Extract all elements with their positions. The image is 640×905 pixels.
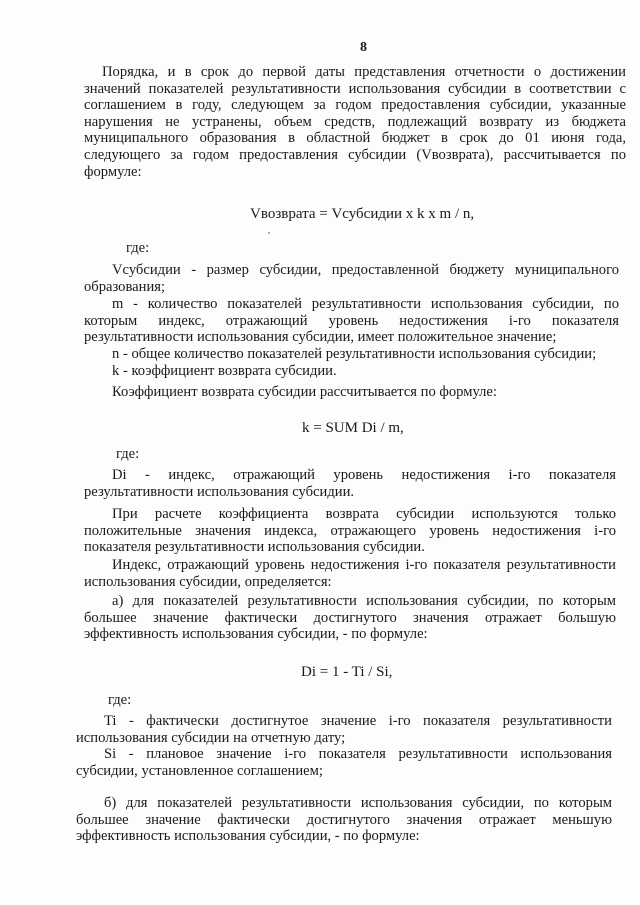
formula-return-volume: Vвозврата = Vсубсидии x k x m / n,: [250, 206, 475, 222]
page-number: 8: [360, 40, 367, 55]
definition-si: Si - плановое значение i-го показателя результативности использования субсидии, установленное соглашением;: [76, 746, 612, 779]
definition-ti: Ti - фактически достигнутое значение i-го показателя результативности использования субсидии на отчетную дату;: [76, 713, 612, 746]
item-a: а) для показателей результативности использования субсидии, по которым большее значение фактически достигнутого значения отражает большую эффективность использования субсидии, - по формуле:: [84, 593, 616, 643]
where-label: где:: [108, 692, 132, 708]
formula-coefficient: k = SUM Di / m,: [302, 420, 404, 436]
index-paragraph: Индекс, отражающий уровень недостижения i-го показателя результативности использования субсидии, определяется:: [84, 557, 616, 590]
item-b: б) для показателей результативности использования субсидии, по которым большее значение фактически достигнутого значения отражает меньшую эффективность использования субсидии, - по формуле:: [76, 795, 612, 845]
coefficient-intro: Коэффициент возврата субсидии рассчитывается по формуле:: [112, 384, 497, 400]
definition-di: Di - индекс, отражающий уровень недостижения i-го показателя результативности использования субсидии.: [84, 467, 616, 500]
intro-paragraph: Порядка, и в срок до первой даты представления отчетности о достижении значений показателей результативности использования субсидии в соответствии с соглашением в году, следующем за годом предоставления субсидии, указанные нарушения не устранены, объем средств, подлежащий возврату из бюджета муниципального образования в областной бюджет в срок до 01 июня года, следующего за годом предоставления субсидии (Vвозврата), рассчитывается по формуле:: [84, 64, 626, 180]
definition-v-subsidy: Vсубсидии - размер субсидии, предоставленной бюджету муниципального образования;: [84, 262, 619, 295]
where-label: где:: [126, 240, 150, 256]
formula-index: Di = 1 - Ti / Si,: [301, 664, 393, 680]
positive-values-paragraph: При расчете коэффициента возврата субсидии используются только положительные значения индекса, отражающего уровень недостижения i-го показателя результативности использования субсидии.: [84, 506, 616, 556]
definition-n: n - общее количество показателей результативности использования субсидии;: [112, 346, 597, 362]
scan-speck: [268, 232, 270, 234]
definition-k: k - коэффициент возврата субсидии.: [112, 363, 337, 379]
definition-m: m - количество показателей результативности использования субсидии, по которым индекс, отражающий уровень недостижения i-го показателя результативности использования субсидии, имеет положительное значение;: [84, 296, 619, 346]
where-label: где:: [116, 446, 140, 462]
